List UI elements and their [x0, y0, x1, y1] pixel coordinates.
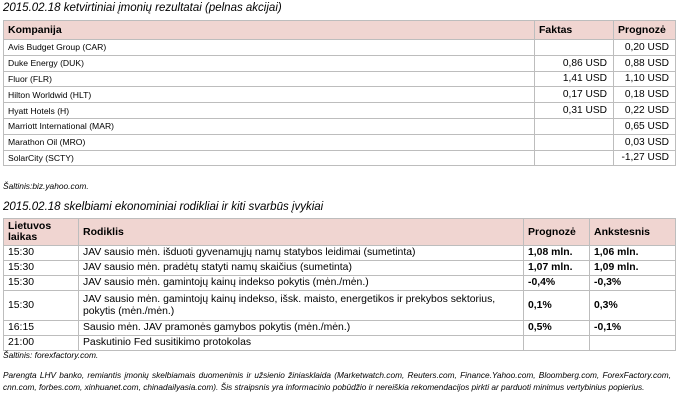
forecast-cell: 0,03 USD: [614, 134, 676, 150]
table-row: [4, 261, 676, 276]
indicator-cell: Paskutinio Fed susitikimo protokolas: [79, 336, 524, 351]
earnings-table: [3, 20, 676, 166]
col-header-indicator: Rodiklis: [79, 219, 524, 246]
col-header-actual: Faktas: [535, 21, 614, 40]
table-row: [4, 321, 676, 336]
forecast-cell: 0,65 USD: [614, 118, 676, 134]
table-row: [4, 150, 676, 166]
company-cell: Duke Energy (DUK): [4, 55, 535, 71]
forecast-cell: 0,5%: [524, 321, 590, 336]
company-cell: Marriott International (MAR): [4, 118, 535, 134]
table-row: [4, 336, 676, 351]
indicators-source: Šaltinis: forexfactory.com.: [3, 350, 99, 360]
indicators-table: [3, 218, 676, 351]
company-cell: Marathon Oil (MRO): [4, 134, 535, 150]
company-cell: SolarCity (SCTY): [4, 150, 535, 166]
table-row: [4, 40, 676, 56]
actual-cell: 0,86 USD: [535, 55, 614, 71]
col-header-forecast: Prognozė: [614, 21, 676, 40]
earnings-source: Šaltinis:biz.yahoo.com.: [3, 181, 89, 191]
table-row: [4, 103, 676, 119]
previous-cell: 0,3%: [590, 291, 676, 321]
indicator-cell: JAV sausio mėn. gamintojų kainų indekso pokytis (mėn./mėn.): [79, 276, 524, 291]
actual-cell: 0,31 USD: [535, 103, 614, 119]
forecast-cell: -1,27 USD: [614, 150, 676, 166]
forecast-cell: 0,22 USD: [614, 103, 676, 119]
col-header-previous: Ankstesnis: [590, 219, 676, 246]
indicator-cell: JAV sausio mėn. gamintojų kainų indekso, išsk. maisto, energetikos ir prekybos sektorius, pokytis (mėn./mėn.): [79, 291, 524, 321]
time-cell: 21:00: [4, 336, 79, 351]
actual-cell: [535, 134, 614, 150]
col-header-time: Lietuvos laikas: [4, 219, 79, 246]
company-cell: Hilton Worldwid (HLT): [4, 87, 535, 103]
forecast-cell: 1,10 USD: [614, 71, 676, 87]
table-row: [4, 118, 676, 134]
actual-cell: [535, 40, 614, 56]
actual-cell: 1,41 USD: [535, 71, 614, 87]
table-row: [4, 291, 676, 321]
forecast-cell: 0,18 USD: [614, 87, 676, 103]
company-cell: Hyatt Hotels (H): [4, 103, 535, 119]
previous-cell: 1,06 mln.: [590, 246, 676, 261]
forecast-cell: 1,07 mln.: [524, 261, 590, 276]
forecast-cell: 1,08 mln.: [524, 246, 590, 261]
table-row: [4, 87, 676, 103]
earnings-title: 2015.02.18 ketvirtiniai įmonių rezultatai (pelnas akcijai): [3, 2, 282, 14]
actual-cell: [535, 150, 614, 166]
time-cell: 15:30: [4, 276, 79, 291]
previous-cell: -0,3%: [590, 276, 676, 291]
time-cell: 15:30: [4, 261, 79, 276]
forecast-cell: 0,1%: [524, 291, 590, 321]
previous-cell: [590, 336, 676, 351]
indicator-cell: JAV sausio mėn. išduoti gyvenamųjų namų statybos leidimai (sumetinta): [79, 246, 524, 261]
table-row: [4, 276, 676, 291]
previous-cell: 1,09 mln.: [590, 261, 676, 276]
disclaimer-text: Parengta LHV banko, remiantis įmonių skelbiamais duomenimis ir užsienio žiniasklaida (Marketwatch.com, Reuters.com, Finance.Yahoo.com, Bloomberg.com, ForexFactory.com, cnn.com, forbes.com, xinhuanet.com, chinadailyasia.com). Šis straipsnis yra informacinio pobūdžio ir nereiškia rekomendacijos pirkti ar parduoti minimus vertybinius popierius.: [3, 370, 671, 393]
indicators-header-row: [4, 219, 676, 246]
forecast-cell: 0,88 USD: [614, 55, 676, 71]
time-cell: 15:30: [4, 291, 79, 321]
previous-cell: -0,1%: [590, 321, 676, 336]
time-cell: 16:15: [4, 321, 79, 336]
company-cell: Avis Budget Group (CAR): [4, 40, 535, 56]
table-row: [4, 246, 676, 261]
col-header-forecast: Prognozė: [524, 219, 590, 246]
time-cell: 15:30: [4, 246, 79, 261]
forecast-cell: [524, 336, 590, 351]
col-header-company: Kompanija: [4, 21, 535, 40]
indicators-title: 2015.02.18 skelbiami ekonominiai rodikliai ir kiti svarbūs įvykiai: [3, 201, 324, 213]
company-cell: Fluor (FLR): [4, 71, 535, 87]
indicator-cell: Sausio mėn. JAV pramonės gamybos pokytis (mėn./mėn.): [79, 321, 524, 336]
table-row: [4, 134, 676, 150]
forecast-cell: -0,4%: [524, 276, 590, 291]
indicator-cell: JAV sausio mėn. pradėtų statyti namų skaičius (sumetinta): [79, 261, 524, 276]
earnings-header-row: [4, 21, 676, 40]
forecast-cell: 0,20 USD: [614, 40, 676, 56]
table-row: [4, 55, 676, 71]
table-row: [4, 71, 676, 87]
actual-cell: [535, 118, 614, 134]
actual-cell: 0,17 USD: [535, 87, 614, 103]
